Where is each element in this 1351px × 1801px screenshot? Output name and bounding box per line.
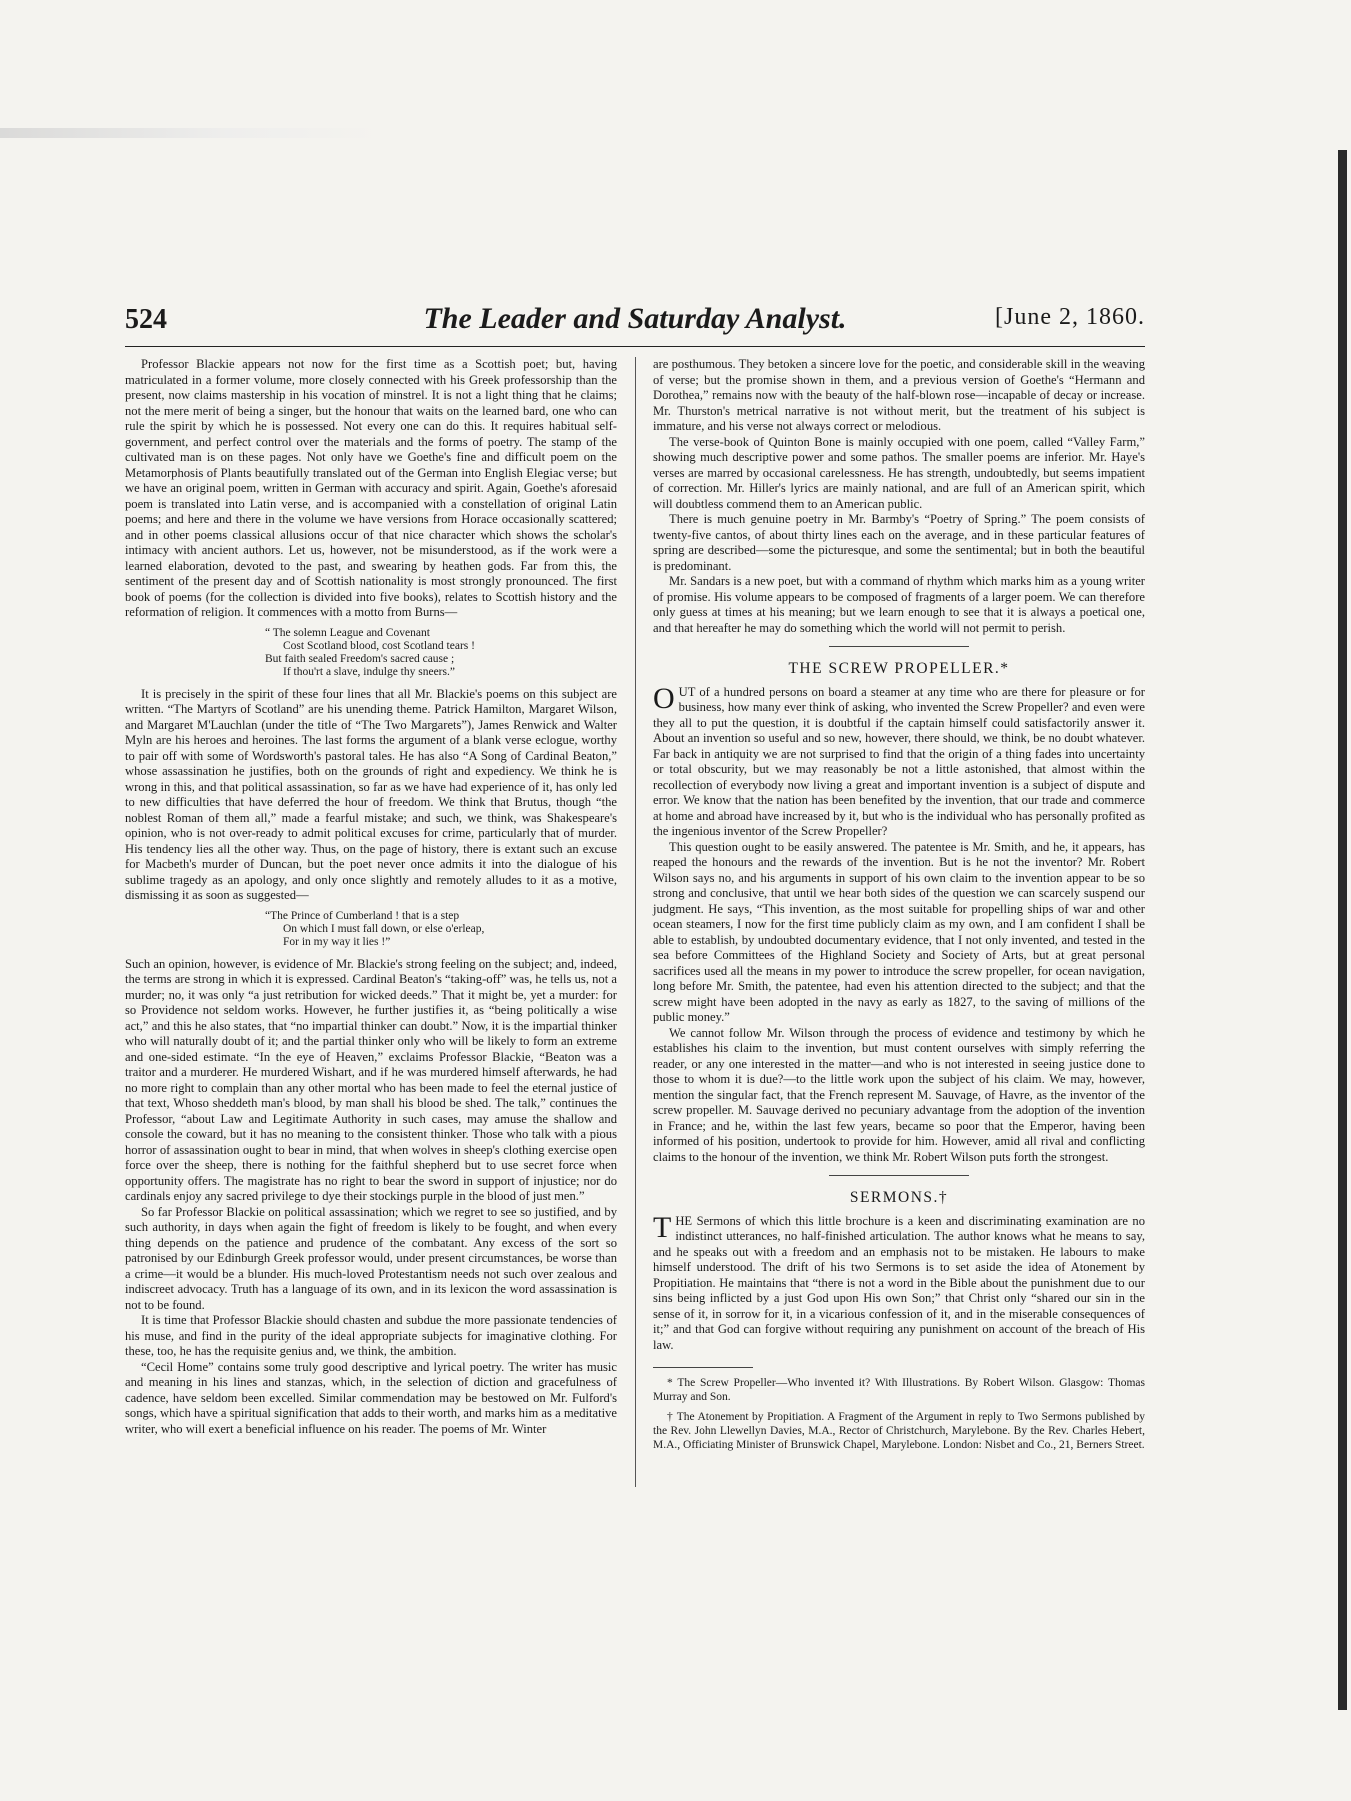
footnote-rule [653, 1367, 753, 1368]
verse-line: If thou'rt a slave, indulge thy sneers.” [283, 665, 455, 678]
section-divider [829, 1175, 969, 1176]
paragraph-text: HE Sermons of which this little brochure is a keen and discriminating examination are no indistinct utterances, no half-finished articulation. The author knows what he means to say, and he speaks out with a freedom and an emphasis not to be mistaken. He labours to make himself understood. The drift of his two Sermons is to set aside the idea of Atonement by Propitiation. He maintains that “there is not a word in the Bible about the punishment due to our sins being inflicted by a just God upon His own Son;” that Christ only “shared our sin in the sense of it, in sorrow for it, in a vicarious confession of it, and in the miserable consequences of it;” and that God can forgive without requiring any punishment on account of the breach of His law. [653, 1213, 1145, 1352]
left-column [125, 357, 617, 1437]
paragraph [653, 1210, 1145, 1354]
paragraph: are posthumous. They betoken a sincere love for the poetic, and considerable skill in the weaving of verse; but the promise shown in them, and a previous version of Goethe's “Hermann and Dorothea,” remains now with the beauty of the half-blown rose—incapable of decay or increase. Mr. Thurston's metrical narrative is not without merit, but the treatment of his subject is immature, and his verse not always correct or melodious. [653, 357, 1145, 433]
paragraph: There is much genuine poetry in Mr. Barmby's “Poetry of Spring.” The poem consists of twenty-five cantos, of about thirty lines each on the average, and in these particular features of spring are described—some the picturesque, and some the sentimental; but in both the beautiful is predominant. [653, 512, 1145, 573]
heading-sermons: SERMONS.† [849, 1189, 949, 1206]
paragraph: It is precisely in the spirit of these four lines that all Mr. Blackie's poems on this subject are written. “The Martyrs of Scotland” are his unending theme. Patrick Hamilton, Margaret Wilson, and Margaret M'Lauchlan (under the title of “The Two Margarets”), James Renwick and Walter Myln are his heroes and heroines. The last forms the argument of a blank verse eclogue, worthy to pair off with some of Wordsworth's pastoral tales. He has also “A Song of Cardinal Beaton,” whose assassination he justifies, both on the grounds of right and expediency. We think he is wrong in this, and that political assassination, so far as we have had experience of it, has only led to new difficulties that have deferred the hour of freedom. We think that Brutus, though “the noblest Roman of them all,” made a fearful mistake; and such, we think, was Shakespeare's opinion, who is not over-ready to admit political excuses for crime, particularly that of murder. His tendency lies all the other way. Thus, on the page of history, there is extant such an excuse for Macbeth's murder of Duncan, but the poet never once admits it into the dialogue of his sublime tragedy as an apology, and only once slightly and remotely alludes to it as a motive, dismissing it as soon as suggested— [125, 686, 617, 902]
verse-line: But faith sealed Freedom's sacred cause ; [265, 652, 455, 665]
scan-edge-artifact [0, 128, 380, 138]
paragraph: It is time that Professor Blackie should chasten and subdue the more passionate tendencies of his muse, and find in the purity of the ideal appropriate subjects for imaginative clothing. For these, too, he has the requisite genius and, we think, the ambition. [125, 1313, 617, 1358]
verse-line: “ The solemn League and Covenant [265, 626, 430, 639]
footnote: † The Atonement by Propitiation. A Fragment of the Argument in reply to Two Sermons published by the Rev. John Llewellyn Davies, M.A., Rector of Christchurch, Marylebone. By the Rev. Charles Hebert, M.A., Officiating Minister of Brunswick Chapel, Marylebone. London: Nisbet and Co., 21, Berners Street. [653, 1411, 1145, 1451]
heading-screw-propeller: THE SCREW PROPELLER.* [788, 660, 1010, 677]
verse-quote-macbeth [265, 910, 617, 949]
page-number: 524 [125, 304, 167, 335]
newspaper-page [125, 296, 1145, 1451]
section-divider [829, 646, 969, 647]
drop-cap: T [653, 1210, 672, 1244]
verse-quote-burns [265, 627, 617, 679]
drop-cap: O [653, 681, 675, 715]
paragraph-text: UT of a hundred persons on board a steamer at any time who are there for pleasure or for business, how many ever think of asking, who invented the Screw Propeller? and even were they all to put the question, it is doubtful if the captain himself could satisfactorily answer it. About an invention so useful and so new, however, there should, we think, be no doubt whatever. Far back in antiquity we are not surprised to find that the origin of a thing fades into uncertainty or total obscurity, but we may reasonably be not a little astonished, that almost within the recollection of everybody now living a great and important invention is a subject of dispute and error. We know that the nation has been benefited by the invention, that our trade and commerce at home and abroad have increased by it, but who is the individual who has personally profited as the ingenious inventor of the Screw Propeller? [653, 684, 1145, 838]
verse-line: On which I must fall down, or else o'erleap, [283, 922, 485, 935]
paragraph: Professor Blackie appears not now for the first time as a Scottish poet; but, having matriculated in a former volume, more closely connected with his Greek professorship than the present, now claims mastership in his vocation of minstrel. It is not a light thing that he claims; not the mere merit of being a singer, but the honour that waits on the learned bard, one who can rule the spirit by which he is possessed. Not every one can do this. It requires habitual self-government, and perfect control over the materials and the forms of poetry. The stamp of the cultivated man is on these pages. Not only have we Goethe's fine and difficult poem on the Metamorphosis of Plants beautifully translated out of the German into English Elegiac verse; but we have an original poem, written in German with accuracy and spirit. Again, Goethe's aforesaid poem is translated into Latin verse, and is accompanied with a constellation of original Latin poems; and here and there in the volume we have versions from Horace occasionally scattered; and in other poems classical allusions occur of that nice character which shows the scholar's intimacy with ancient authors. Let us, however, not be misunderstood, as if the work were a learned elaboration, devoted to the past, and swearing by heathen gods. Far from this, the sentiment of the present day and of Scottish nationality is most strongly pronounced. The first book of poems (for the collection is divided into five books), relates to Scottish history and the reformation of religion. It commences with a motto from Burns— [125, 357, 617, 619]
paragraph: We cannot follow Mr. Wilson through the process of evidence and testimony by which he establishes his claim to the invention, but must content ourselves with simply referring the reader, or any one interested in the matter—and who is not interested in seeing justice done to those to whom it is due?—to the little work upon the subject of his claim. We may, however, mention the singular fact, that the French represent M. Sauvage, of Havre, as the inventor of the screw propeller. M. Sauvage derived no pecuniary advantage from the adoption of the invention in France; and he, within the last few years, became so poor that the Emperor, having been informed of his position, undertook to provide for him. However, amid all rival and conflicting claims to the honour of the invention, we think Mr. Robert Wilson puts forth the strongest. [653, 1025, 1145, 1164]
verse-line: “The Prince of Cumberland ! that is a step [265, 909, 460, 922]
verse-line: For in my way it lies !” [283, 935, 391, 948]
paragraph: “Cecil Home” contains some truly good descriptive and lyrical poetry. The writer has music and meaning in his lines and stanzas, which, in the selection of diction and gracefulness of cadence, have seldom been excelled. Similar commendation may be bestowed on Mr. Fulford's songs, which have a spiritual signification that adds to their worth, and marks him as a meditative writer, who will exert a beneficial influence on his reader. The poems of Mr. Winter [125, 1359, 617, 1436]
right-column [653, 357, 1145, 1458]
paragraph: So far Professor Blackie on political assassination; which we regret to see so justified, and by such authority, in days when again the fight of freedom is likely to be fought, and when every thing depends on the patience and prudence of the combatant. Any excess of the sort so patronised by our Edinburgh Greek professor would, under present circumstances, be worse than a crime—it would be a blunder. His much-loved Protestantism needs not such over zealous and indiscreet advocacy. Truth has a language of its own, and in its lexicon the word assassination is not to be found. [125, 1204, 617, 1312]
binding-spine [1338, 150, 1347, 1710]
paragraph: Mr. Sandars is a new poet, but with a command of rhythm which marks him as a young writer of promise. His volume appears to be composed of fragments of a larger poem. We can therefore only guess at times at his meaning; but we learn enough to see that it is always a poetical one, and that hereafter he may do something which the world will not permit to perish. [653, 574, 1145, 635]
column-rule [635, 357, 636, 1487]
paragraph [653, 681, 1145, 840]
issue-date: [June 2, 1860. [995, 304, 1145, 330]
verse-line: Cost Scotland blood, cost Scotland tears ! [283, 639, 475, 652]
paragraph: Such an opinion, however, is evidence of Mr. Blackie's strong feeling on the subject; and, indeed, the terms are strong in which it is expressed. Cardinal Beaton's “taking-off” was, he tells us, not a murder; no, it was only “a just retribution for wicked deeds.” That it might be, yet a murder: for so Providence not seldom works. However, he further justifies it, as “being politically a wise act,” and this he also states, that “no impartial thinker can doubt.” Now, it is the impartial thinker who will naturally doubt of it; and the partial thinker only who will be likely to form an extreme and one-sided estimate. “In the eye of Heaven,” exclaims Professor Blackie, “Beaton was a traitor and a murderer. He murdered Wishart, and if he was murdered himself afterwards, he had no more right to complain than any other mortal who has been made to feel the eternal justice of that text, Whoso sheddeth man's blood, by man shall his blood be shed. The talk,” continues the Professor, “about Law and Legitimate Authority in such cases, may amuse the shallow and console the coward, but it has no meaning to the consistent thinker. Those who talk with a pious horror of assassination ought to bear in mind, that when wolves in sheep's clothing exercise open force over the sheep, there is nothing for the faithful shepherd but to use secret force when opportunity offers. The magistrate has no right to bear the sword in support of injustice; nor do cardinals enjoy any sacred privilege to dye their stockings purple in the blood of just men.” [125, 956, 617, 1203]
masthead [125, 296, 1145, 347]
publication-title: The Leader and Saturday Analyst. [423, 302, 847, 335]
footnote: * The Screw Propeller—Who invented it? With Illustrations. By Robert Wilson. Glasgow: Thomas Murray and Son. [653, 1377, 1145, 1403]
paragraph: The verse-book of Quinton Bone is mainly occupied with one poem, called “Valley Farm,” showing much descriptive power and some pathos. The smaller poems are inferior. Mr. Haye's verses are marred by occasional carelessness. He has strength, undoubtedly, but seems impatient of correction. Mr. Hiller's lyrics are mainly national, and are full of an American spirit, which will doubtless commend them to an American public. [653, 434, 1145, 511]
paragraph: This question ought to be easily answered. The patentee is Mr. Smith, and he, it appears, has reaped the honours and the rewards of the invention. But is he not the inventor? Mr. Robert Wilson says no, and his arguments in support of his own claim to the invention appear to be so strong and conclusive, that until we hear both sides of the question we can scarcely suspend our judgment. He says, “This invention, as the most suitable for propelling ships of war and other ocean steamers, I now for the first time publicly claim as my own, and I am confident I shall be able to establish, by undoubted documentary evidence, that I not only invented, and tested in the sea before Committees of the Highland Society and Society of Arts, but at great personal sacrifices used all the means in my power to introduce the screw propeller, for ocean navigation, long before Mr. Smith, the patentee, had even his attention directed to the subject; and that the screw might have been adopted in the navy as early as 1827, to the saving of millions of the public money.” [653, 839, 1145, 1024]
